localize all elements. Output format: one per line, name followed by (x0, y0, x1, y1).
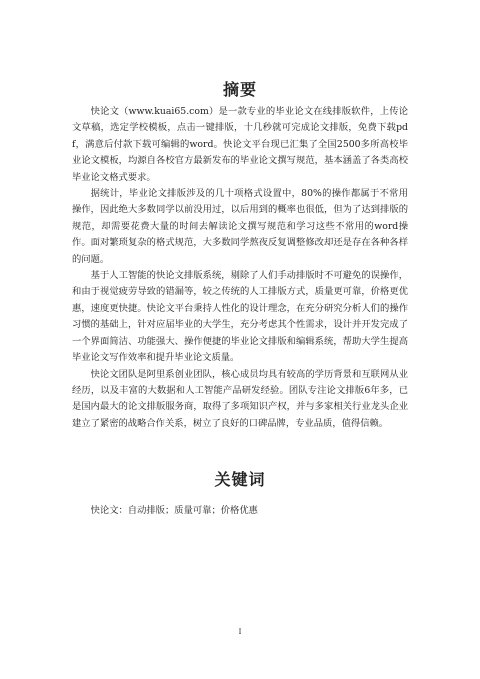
abstract-paragraph: 基于人工智能的快论文排版系统，剔除了人们手动排版时不可避免的误操作，和由于视觉疲劳导致的错漏等，较之传统的人工排版方式，质量更可靠，价格更优惠，速度更快捷。快论文平台秉持人性化的设计理念，在充分研究分析人们的操作习惯的基础上，针对应届毕业的大学生，充分考虑其个性需求，设计并开发完成了一个界面简洁、功能强大、操作便捷的毕业论文排版和编辑系统，帮助大学生提高毕业论文写作效率和提升毕业论文质量。 (72, 270, 408, 364)
keywords-body (72, 503, 408, 519)
page-number: I (238, 628, 242, 636)
keywords-title: 关键词 (214, 470, 266, 489)
abstract-paragraph: 快论文（www.kuai65.com）是一款专业的毕业论文在线排版软件，上传论文草稿，选定学校模板，点击一键排版，十几秒就可完成论文排版，免费下载pdf，满意后付款下载可编辑的word。快论文平台现已汇集了全国2500多所高校毕业论文模板，均源自各校官方最新发布的毕业论文撰写规范，基本涵盖了各类高校毕业论文格式要求。 (72, 106, 408, 183)
abstract-title: 摘要 (222, 80, 257, 99)
abstract-body (72, 104, 408, 432)
abstract-paragraph: 据统计，毕业论文排版涉及的几十项格式设置中，80%的操作都属于不常用操作，因此绝大多数同学以前没用过，以后用到的概率也很低，但为了达到排版的规范，却需要花费大量的时间去解读论文撰写规范和学习这些不常用的word操作。面对繁琐复杂的格式规范，大多数同学熬夜反复调整修改却还是存在各种各样的问题。 (72, 188, 408, 265)
abstract-paragraph: 快论文团队是阿里系创业团队，核心成员均具有较高的学历背景和互联网从业经历，以及丰富的大数据和人工智能产品研发经验。团队专注论文排版6年多，已是国内最大的论文排版服务商，取得了多项知识产权，并与多家相关行业龙头企业建立了紧密的战略合作关系，树立了良好的口碑品牌，专业品质，值得信赖。 (72, 368, 408, 429)
keywords-line: 快论文：自动排版；质量可靠；价格优惠 (90, 505, 258, 516)
